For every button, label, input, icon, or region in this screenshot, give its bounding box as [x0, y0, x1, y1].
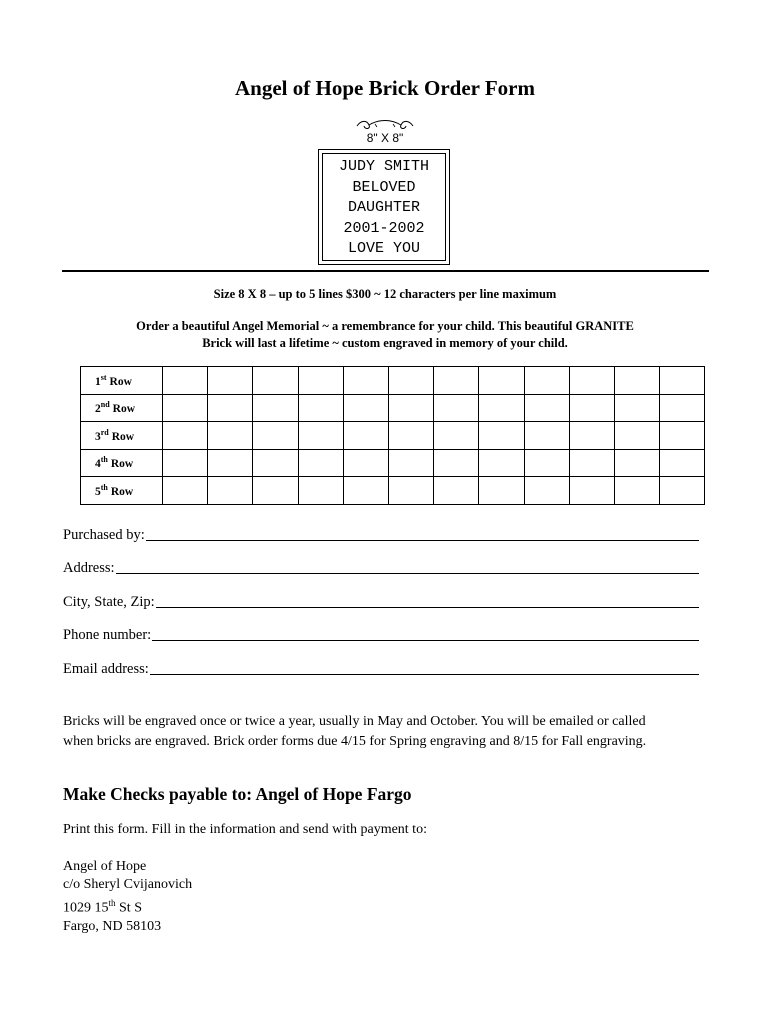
purchased-by-line[interactable]: [146, 540, 699, 541]
city-state-zip-line[interactable]: [156, 607, 699, 608]
row-label: [81, 477, 163, 505]
character-cell[interactable]: [660, 477, 705, 505]
character-cell[interactable]: [614, 367, 659, 395]
row-ordinal-suffix: nd: [100, 400, 110, 410]
address-name: Angel of Hope: [63, 859, 147, 874]
row-label: [81, 449, 163, 477]
character-cell[interactable]: [660, 394, 705, 422]
row-number: 5: [95, 485, 101, 498]
character-cell[interactable]: [434, 449, 479, 477]
character-cell[interactable]: [343, 394, 388, 422]
character-cell[interactable]: [208, 449, 253, 477]
size-pricing-line: Size 8 X 8 – up to 5 lines $300 ~ 12 characters per line maximum: [213, 287, 557, 301]
brick-line-5: LOVE YOU: [347, 240, 420, 257]
row-word: Row: [111, 430, 135, 443]
row-number: 4: [95, 458, 101, 471]
character-cell[interactable]: [163, 449, 208, 477]
character-cell[interactable]: [343, 367, 388, 395]
character-cell[interactable]: [298, 422, 343, 450]
row-word: Row: [109, 375, 132, 388]
character-cell[interactable]: [660, 449, 705, 477]
checks-payable-heading: Make Checks payable to: Angel of Hope Fargo: [63, 784, 412, 804]
character-cell[interactable]: [434, 367, 479, 395]
character-cell[interactable]: [524, 449, 569, 477]
address-line[interactable]: [116, 573, 699, 574]
city-state-zip-field[interactable]: [63, 594, 699, 611]
email-field[interactable]: [63, 661, 699, 678]
street-number: 1029 15: [63, 900, 109, 916]
character-cell[interactable]: [163, 422, 208, 450]
character-cell[interactable]: [253, 394, 298, 422]
character-cell[interactable]: [253, 477, 298, 505]
engraving-grid: [80, 366, 705, 505]
row-word: Row: [112, 403, 136, 416]
character-cell[interactable]: [614, 477, 659, 505]
mailing-address: [63, 858, 192, 936]
address-street: [63, 894, 192, 918]
character-cell[interactable]: [388, 477, 433, 505]
character-cell[interactable]: [479, 477, 524, 505]
character-cell[interactable]: [388, 449, 433, 477]
sample-brick: [318, 149, 450, 265]
character-cell[interactable]: [343, 449, 388, 477]
character-cell[interactable]: [208, 477, 253, 505]
email-label: Email address:: [63, 661, 149, 677]
address-care-of: c/o Sheryl Cvijanovich: [63, 877, 193, 892]
order-description: [0, 318, 770, 352]
character-cell[interactable]: [163, 367, 208, 395]
character-cell[interactable]: [298, 367, 343, 395]
street-rest: St S: [115, 900, 142, 916]
row-ordinal-suffix: st: [100, 372, 107, 382]
brick-line-2: BELOVED: [352, 178, 416, 196]
brick-line-3: DAUGHTER: [347, 199, 420, 216]
row-number: 1: [95, 375, 101, 388]
character-cell[interactable]: [524, 367, 569, 395]
engraving-note-line-1: Bricks will be engraved once or twice a year, usually in May and October. You will be emailed or called: [63, 714, 646, 729]
character-cell[interactable]: [434, 422, 479, 450]
character-cell[interactable]: [163, 477, 208, 505]
character-cell[interactable]: [524, 394, 569, 422]
character-cell[interactable]: [298, 394, 343, 422]
character-cell[interactable]: [614, 422, 659, 450]
character-cell[interactable]: [524, 422, 569, 450]
row-word: Row: [110, 485, 134, 498]
brick-size-label: 8" X 8": [366, 131, 404, 145]
row-label: [81, 394, 163, 422]
character-cell[interactable]: [388, 367, 433, 395]
character-cell[interactable]: [298, 477, 343, 505]
character-cell[interactable]: [208, 422, 253, 450]
character-cell[interactable]: [163, 394, 208, 422]
row-label: [81, 422, 163, 450]
city-state-zip-label: City, State, Zip:: [63, 594, 155, 610]
row-ordinal-suffix: th: [100, 455, 108, 465]
character-cell[interactable]: [479, 394, 524, 422]
character-cell[interactable]: [569, 477, 614, 505]
character-cell[interactable]: [208, 367, 253, 395]
character-cell[interactable]: [253, 367, 298, 395]
row-word: Row: [110, 458, 134, 471]
character-cell[interactable]: [253, 449, 298, 477]
character-cell[interactable]: [569, 422, 614, 450]
character-cell[interactable]: [524, 477, 569, 505]
grid-row: [81, 449, 705, 477]
phone-label: Phone number:: [63, 627, 152, 643]
character-cell[interactable]: [660, 367, 705, 395]
row-number: 3: [95, 430, 101, 443]
character-cell[interactable]: [660, 422, 705, 450]
purchased-by-label: Purchased by:: [63, 527, 145, 543]
row-ordinal-suffix: rd: [100, 427, 109, 437]
grid-row: [81, 367, 705, 395]
street-suffix: th: [108, 898, 116, 908]
character-cell[interactable]: [614, 449, 659, 477]
character-cell[interactable]: [479, 422, 524, 450]
row-label: [81, 367, 163, 395]
row-ordinal-suffix: th: [100, 482, 108, 492]
grid-row: [81, 422, 705, 450]
phone-line[interactable]: [152, 640, 699, 641]
grid-row: [81, 477, 705, 505]
character-cell[interactable]: [479, 367, 524, 395]
character-cell[interactable]: [569, 394, 614, 422]
engraving-note-line-2: when bricks are engraved. Brick order forms due 4/15 for Spring engraving and 8/15 for Fall engraving.: [63, 733, 647, 749]
character-cell[interactable]: [343, 422, 388, 450]
character-cell[interactable]: [388, 422, 433, 450]
order-description-line-1: Order a beautiful Angel Memorial ~ a remembrance for your child. This beautiful GRANITE: [136, 319, 634, 333]
email-line[interactable]: [150, 674, 699, 675]
order-description-line-2: Brick will last a lifetime ~ custom engraved in memory of your child.: [202, 336, 568, 350]
character-cell[interactable]: [434, 394, 479, 422]
character-cell[interactable]: [388, 394, 433, 422]
address-city-line: Fargo, ND 58103: [63, 918, 162, 934]
row-number: 2: [95, 403, 101, 416]
address-label: Address:: [63, 560, 115, 576]
engraving-note: [63, 712, 713, 751]
character-cell[interactable]: [253, 422, 298, 450]
character-cell[interactable]: [569, 449, 614, 477]
character-cell[interactable]: [343, 477, 388, 505]
character-cell[interactable]: [614, 394, 659, 422]
character-cell[interactable]: [569, 367, 614, 395]
brick-line-1: JUDY SMITH: [338, 158, 429, 175]
grid-row: [81, 394, 705, 422]
mailing-instructions: Print this form. Fill in the information and send with payment to:: [63, 822, 427, 837]
address-field[interactable]: [63, 560, 699, 577]
horizontal-divider: [62, 270, 709, 272]
character-cell[interactable]: [434, 477, 479, 505]
phone-field[interactable]: [63, 627, 699, 644]
character-cell[interactable]: [479, 449, 524, 477]
character-cell[interactable]: [298, 449, 343, 477]
purchased-by-field[interactable]: [63, 527, 699, 544]
character-cell[interactable]: [208, 394, 253, 422]
flourish-ornament-icon: [353, 116, 417, 132]
form-title: Angel of Hope Brick Order Form: [235, 76, 535, 100]
brick-line-4: 2001-2002: [343, 219, 425, 237]
